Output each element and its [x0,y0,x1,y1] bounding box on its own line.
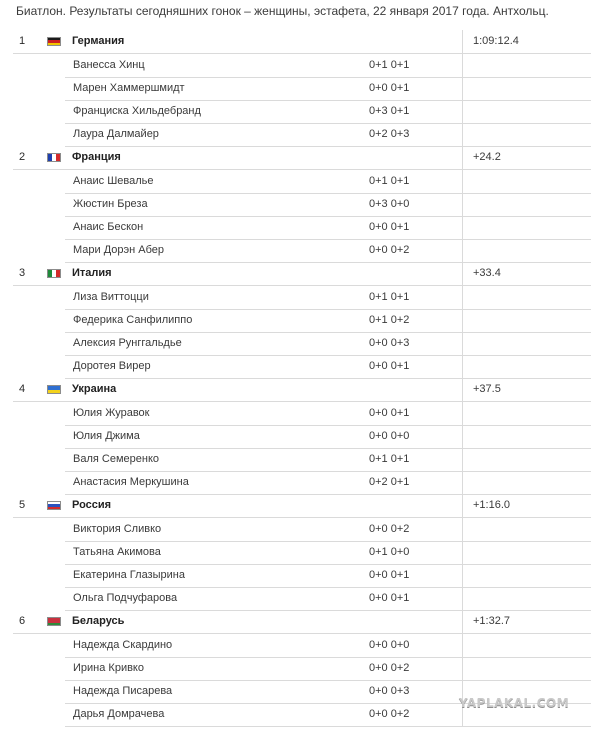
athlete-row [13,193,591,216]
shooting-result: 0+0 0+2 [369,708,410,720]
column-divider [462,355,463,379]
shooting-result: 0+3 0+1 [369,105,410,117]
team-row [13,262,591,286]
shooting-result: 0+1 0+1 [369,59,410,71]
column-divider [462,54,463,78]
team-name: Беларусь [72,615,125,627]
team-row [13,494,591,518]
athlete-row [13,286,591,309]
shooting-result: 0+0 0+2 [369,662,410,674]
column-divider [462,239,463,263]
watermark: YAPLAKAL.COM [458,696,570,710]
athlete-row [13,239,591,262]
athlete-name: Юлия Джима [73,430,140,442]
athlete-name: Юлия Журавок [73,407,150,419]
shooting-result: 0+3 0+0 [369,198,410,210]
shooting-result: 0+1 0+0 [369,546,410,558]
team-rank: 3 [19,267,26,279]
flag-icon [47,37,61,46]
athlete-name: Виктория Сливко [73,523,162,535]
shooting-result: 0+0 0+1 [369,592,410,604]
shooting-result: 0+0 0+1 [369,360,410,372]
athlete-name: Екатерина Глазырина [73,569,185,581]
column-divider [462,494,463,518]
team-time: +37.5 [473,383,501,395]
athlete-name: Ванесса Хинц [73,59,145,71]
team-time: +1:32.7 [473,615,511,627]
team-time: +1:16.0 [473,499,511,511]
athlete-row [13,123,591,146]
team-rank: 6 [19,615,26,627]
athlete-row [13,332,591,355]
column-divider [462,193,463,217]
flag-icon [47,153,61,162]
athlete-row [13,634,591,657]
athlete-name: Анаис Шевалье [73,175,154,187]
shooting-result: 0+0 0+1 [369,82,410,94]
column-divider [462,286,463,310]
column-divider [462,378,463,402]
team-name: Германия [72,35,125,47]
athlete-row [13,355,591,378]
column-divider [462,657,463,681]
column-divider [462,541,463,565]
column-divider [462,448,463,472]
column-divider [462,332,463,356]
column-divider [462,100,463,124]
athlete-row [13,77,591,100]
athlete-name: Ирина Кривко [73,662,144,674]
column-divider [462,587,463,611]
column-divider [462,170,463,194]
team-row [13,610,591,634]
flag-icon [47,501,61,510]
athlete-row [13,657,591,680]
column-divider [462,77,463,101]
team-time: +33.4 [473,267,501,279]
athlete-name: Федерика Санфилиппо [73,314,193,326]
athlete-name: Ольга Подчуфарова [73,592,178,604]
athlete-name: Мари Дорэн Абер [73,244,165,256]
column-divider [462,518,463,542]
athlete-row [13,541,591,564]
athlete-row [13,402,591,425]
column-divider [462,216,463,240]
column-divider [462,610,463,634]
shooting-result: 0+1 0+1 [369,175,410,187]
team-row [13,146,591,170]
athlete-row [13,309,591,332]
column-divider [462,425,463,449]
column-divider [462,309,463,333]
team-name: Франция [72,151,121,163]
athlete-row [13,54,591,77]
results-table [13,30,591,726]
athlete-name: Жюстин Бреза [73,198,148,210]
athlete-row [13,587,591,610]
team-name: Италия [72,267,112,279]
shooting-result: 0+0 0+0 [369,639,410,651]
athlete-name: Франциска Хильдебранд [73,105,201,117]
athlete-name: Марен Хаммершмидт [73,82,185,94]
team-rank: 5 [19,499,26,511]
athlete-name: Дарья Домрачева [73,708,165,720]
athlete-row [13,425,591,448]
team-rank: 4 [19,383,26,395]
shooting-result: 0+1 0+1 [369,291,410,303]
column-divider [462,146,463,170]
athlete-name: Анаис Бескон [73,221,144,233]
athlete-name: Доротея Вирер [73,360,151,372]
page-header: Биатлон. Результаты сегодняшних гонок – женщины, эстафета, 22 января 2017 года. Антхольц. [16,4,549,18]
row-divider [65,726,591,727]
team-time: +24.2 [473,151,501,163]
shooting-result: 0+0 0+1 [369,221,410,233]
team-rank: 1 [19,35,26,47]
flag-icon [47,617,61,626]
shooting-result: 0+0 0+0 [369,430,410,442]
team-row [13,378,591,402]
athlete-row [13,471,591,494]
athlete-row [13,448,591,471]
column-divider [462,402,463,426]
column-divider [462,564,463,588]
shooting-result: 0+2 0+1 [369,476,410,488]
athlete-name: Надежда Скардино [73,639,173,651]
shooting-result: 0+0 0+1 [369,407,410,419]
flag-icon [47,269,61,278]
flag-icon [47,385,61,394]
team-name: Россия [72,499,112,511]
athlete-row [13,564,591,587]
column-divider [462,634,463,658]
athlete-row [13,216,591,239]
shooting-result: 0+0 0+2 [369,244,410,256]
column-divider [462,262,463,286]
column-divider [462,30,463,54]
athlete-name: Алексия Рунггальдье [73,337,182,349]
shooting-result: 0+0 0+3 [369,685,410,697]
column-divider [462,123,463,147]
shooting-result: 0+2 0+3 [369,128,410,140]
athlete-name: Лиза Виттоцци [73,291,149,303]
team-row [13,30,591,54]
athlete-name: Татьяна Акимова [73,546,161,558]
athlete-name: Лаура Далмайер [73,128,159,140]
team-time: 1:09:12.4 [473,35,519,47]
athlete-row [13,518,591,541]
team-rank: 2 [19,151,26,163]
shooting-result: 0+0 0+3 [369,337,410,349]
shooting-result: 0+0 0+2 [369,523,410,535]
team-name: Украина [72,383,117,395]
athlete-name: Анастасия Меркушина [73,476,189,488]
shooting-result: 0+0 0+1 [369,569,410,581]
shooting-result: 0+1 0+1 [369,453,410,465]
athlete-name: Надежда Писарева [73,685,173,697]
athlete-name: Валя Семеренко [73,453,159,465]
column-divider [462,471,463,495]
shooting-result: 0+1 0+2 [369,314,410,326]
athlete-row [13,100,591,123]
athlete-row [13,170,591,193]
